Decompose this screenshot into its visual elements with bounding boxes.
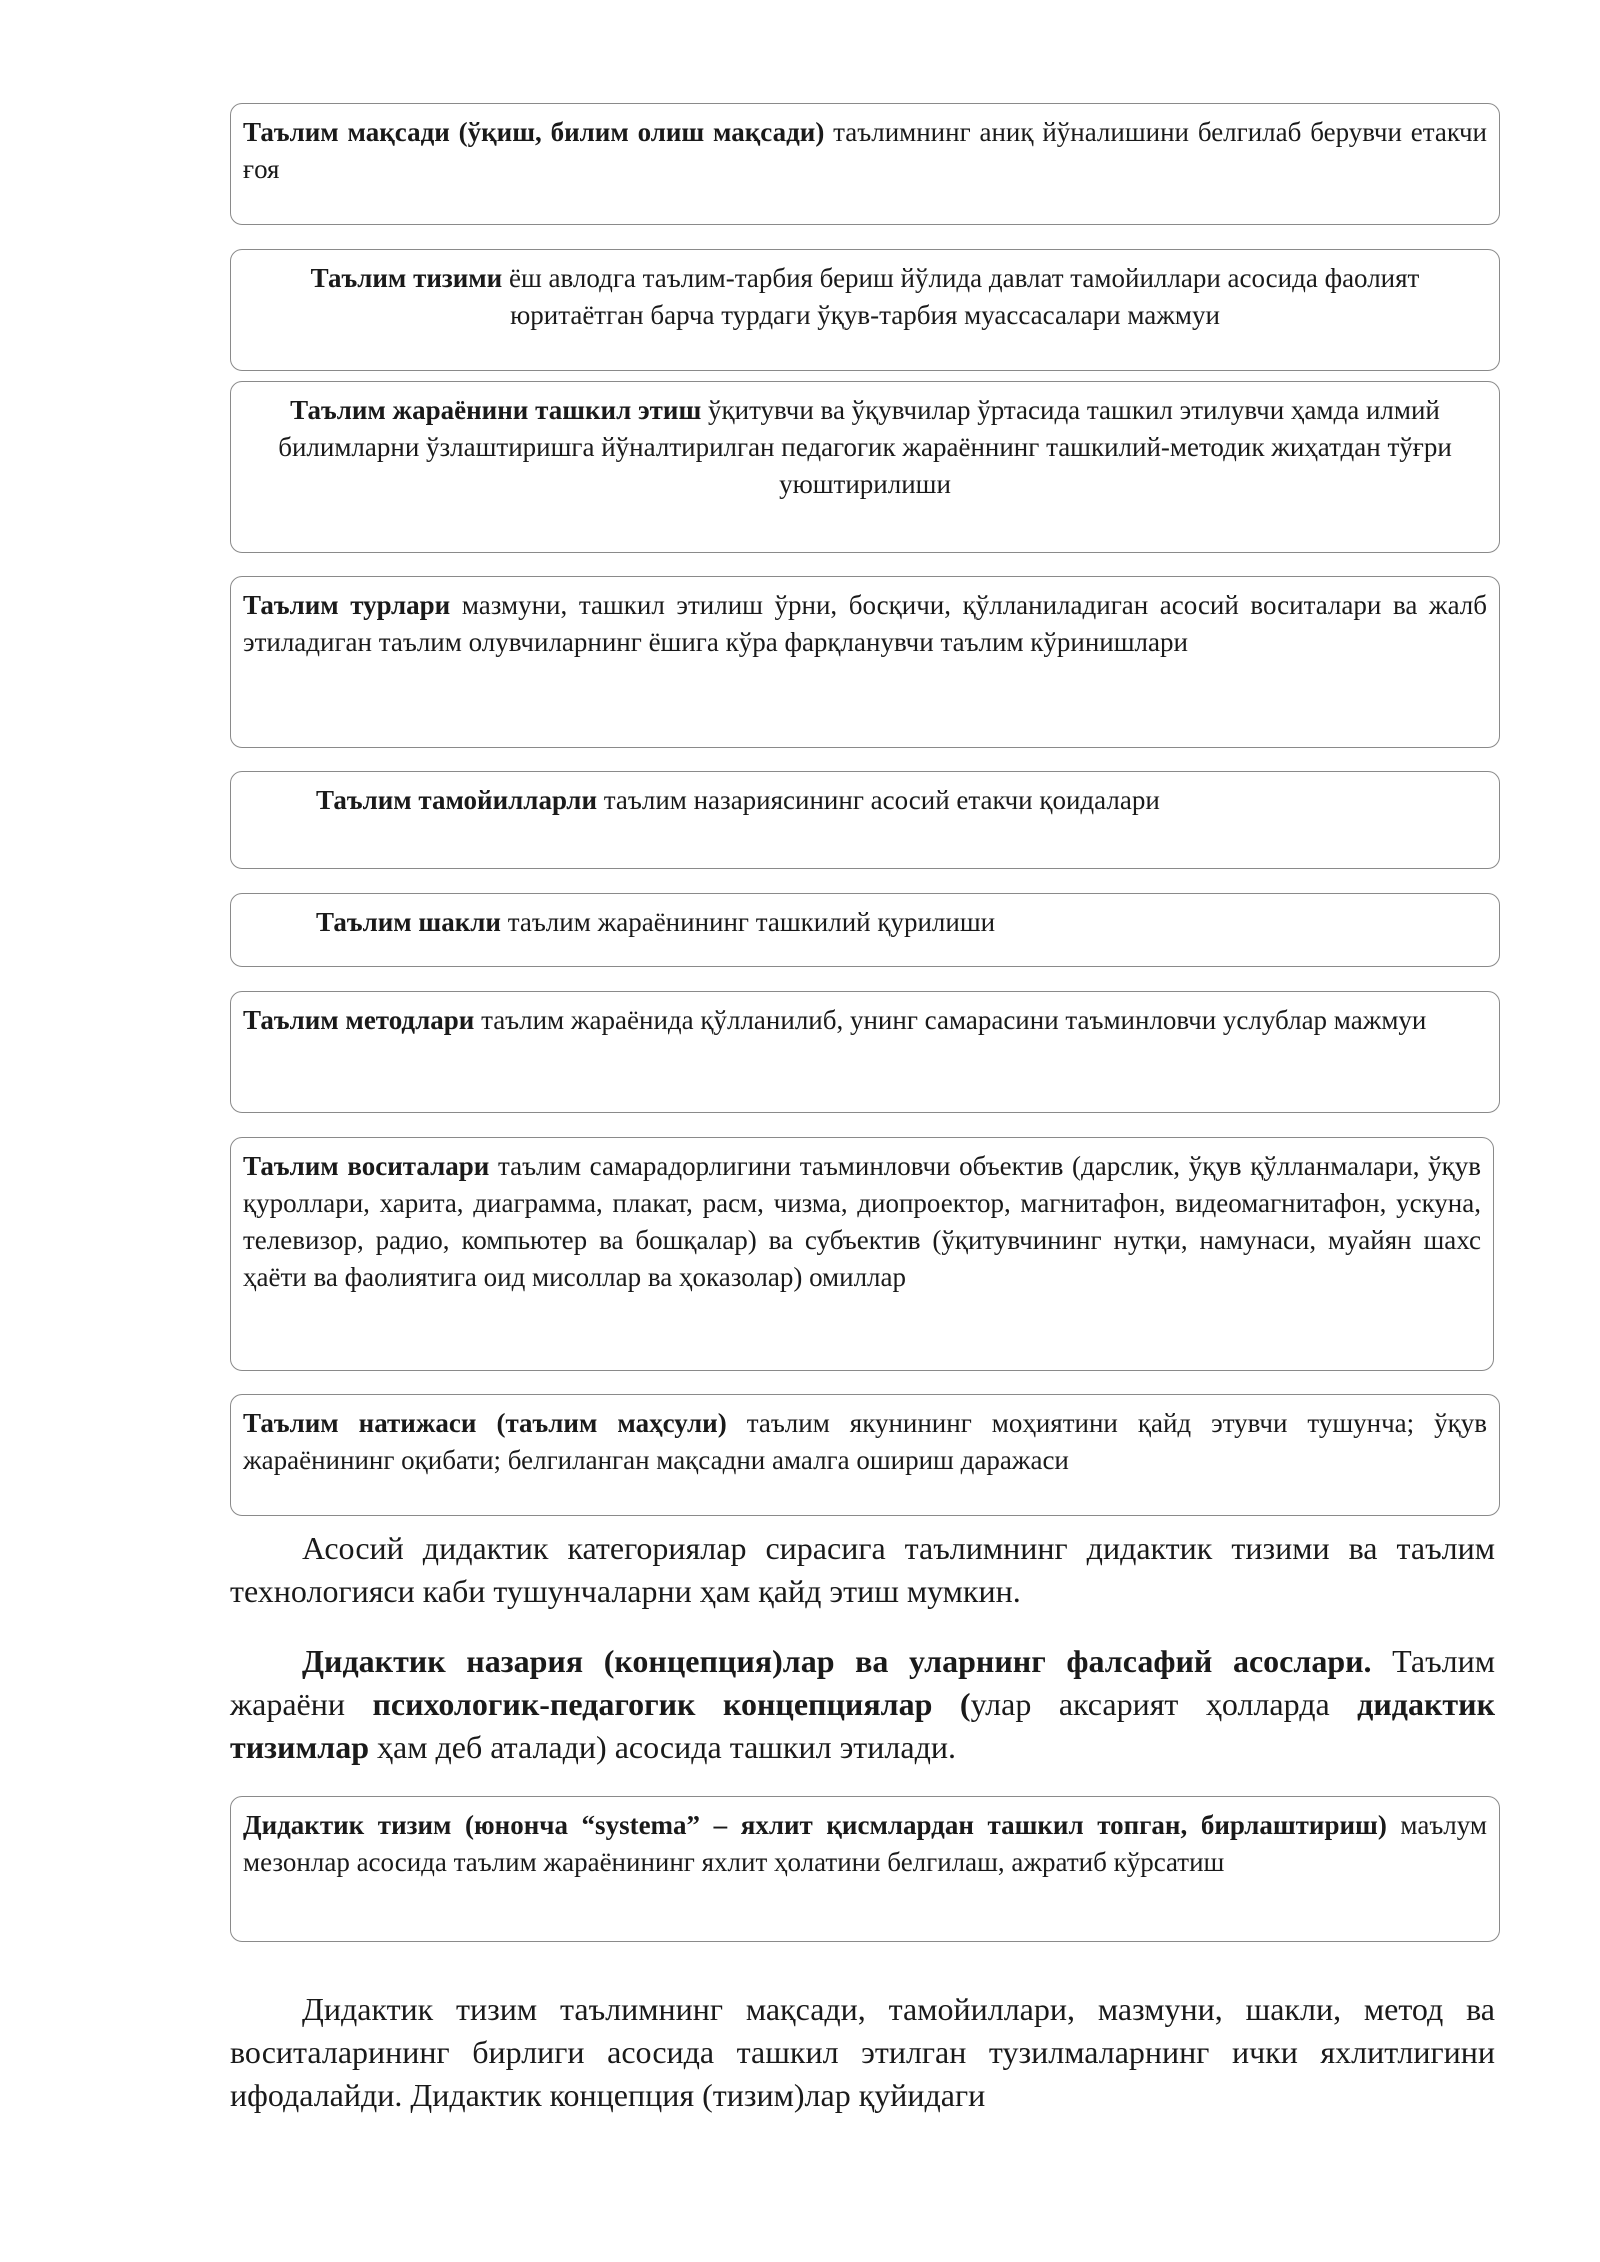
definition-text: таълим назариясининг асосий етакчи қоидалари [597, 785, 1160, 815]
definition-term: Таълим тамойилларли [316, 785, 598, 815]
definition-term: Дидактик тизим (юнонча “systema” – яхлит қисмлардан ташкил топган, бирлаштириш) [243, 1810, 1387, 1840]
definition-text: таълим жараёнининг ташкилий қурилиши [500, 907, 996, 937]
definition-term: Таълим мақсади (ўқиш, билим олиш мақсади) [243, 117, 825, 147]
definition-text: таълим якунининг моҳиятини қайд этувчи тушунча; ўқув жараёнининг оқибати; белгиланган мақсадни амалга ошириш даражаси [243, 1408, 1488, 1475]
definition-term: Таълим шакли [316, 907, 501, 937]
definition-text: таълим жараёнида қўлланилиб, унинг самарасини таъминловчи услублар мажмуи [474, 1005, 1427, 1035]
section-heading: Дидактик назария (концепция)лар ва уларнинг фалсафий асослари. [302, 1643, 1372, 1679]
definition-box-form [230, 893, 1500, 967]
definition-term: Таълим жараёнини ташкил этиш [290, 395, 702, 425]
definition-term: Таълим натижаси (таълим маҳсули) [243, 1408, 727, 1438]
definition-text: таълимнинг аниқ йўналишини белгилаб берувчи етакчи ғоя [243, 117, 1487, 184]
definition-term: Таълим тизими [310, 263, 503, 293]
definition-text: таълим самарадорлигини таъминловчи объектив (дарслик, ўқув қўлланмалари, ўқув қуроллари, харита, диаграмма, плакат, расм, чизма, диопроектор, магнитафон, видеомагнитафон, ускуна, телевизор, радио, компьютер ва бошқалар) ва субъектив (ўқитувчининг нутқи, намунаси, муайян шахс ҳаёти ва фаолиятига оид мисоллар ва ҳоказолар) омиллар [243, 1151, 1481, 1292]
definition-box-system [230, 249, 1500, 371]
definition-box-didactic-system [230, 1796, 1500, 1942]
definition-box-means [230, 1137, 1494, 1371]
definition-text: маълум мезонлар асосида таълим жараёнининг яхлит ҳолатини белгилаш, ажратиб кўрсатиш [243, 1810, 1487, 1877]
definition-text: мазмуни, ташкил этилиш ўрни, босқичи, қўлланиладиган асосий воситалари ва жалб этиладиган таълим олувчиларнинг ёшига кўра фарқланувчи таълим кўринишлари [243, 590, 1487, 657]
definition-term: Таълим турлари [243, 590, 451, 620]
definition-box-goal [230, 103, 1500, 225]
definition-box-types [230, 576, 1500, 748]
body-paragraph-concepts: Дидактик назария (концепция)лар ва уларнинг фалсафий асослари. Таълим жараёни психологик-педагогик концепциялар (улар аксарият ҳолларда дидактик тизимлар ҳам деб аталади) асосида ташкил этилади. [230, 1643, 1496, 1765]
body-paragraph-didactic-system: Дидактик тизим таълимнинг мақсади, тамойиллари, мазмуни, шакли, метод ва воситаларининг бирлиги асосида ташкил этилган тузилмаларнинг ички яхлитлигини ифодалайди. Дидактик концепция (тизим)лар қуйидаги [230, 1991, 1495, 2113]
definition-box-process-organization [230, 381, 1500, 553]
definition-box-principles [230, 771, 1500, 869]
definition-box-methods [230, 991, 1500, 1113]
definition-term: Таълим методлари [243, 1005, 475, 1035]
definition-box-result [230, 1394, 1500, 1516]
definition-term: Таълим воситалари [243, 1151, 490, 1181]
definition-text: ёш авлодга таълим-тарбия бериш йўлида давлат тамойиллари асосида фаолият юритаётган барча турдаги ўқув-тарбия муассасалари мажмуи [502, 263, 1420, 330]
definition-text: ўқитувчи ва ўқувчилар ўртасида ташкил этилувчи ҳамда илмий билимларни ўзлаштиришга йўналтирилган педагогик жараённинг ташкилий-методик жиҳатдан тўғри уюштирилиши [278, 395, 1452, 499]
body-paragraph-categories: Асосий дидактик категориялар сирасига таълимнинг дидактик тизими ва таълим технологияси каби тушунчаларни ҳам қайд этиш мумкин. [230, 1530, 1495, 1609]
